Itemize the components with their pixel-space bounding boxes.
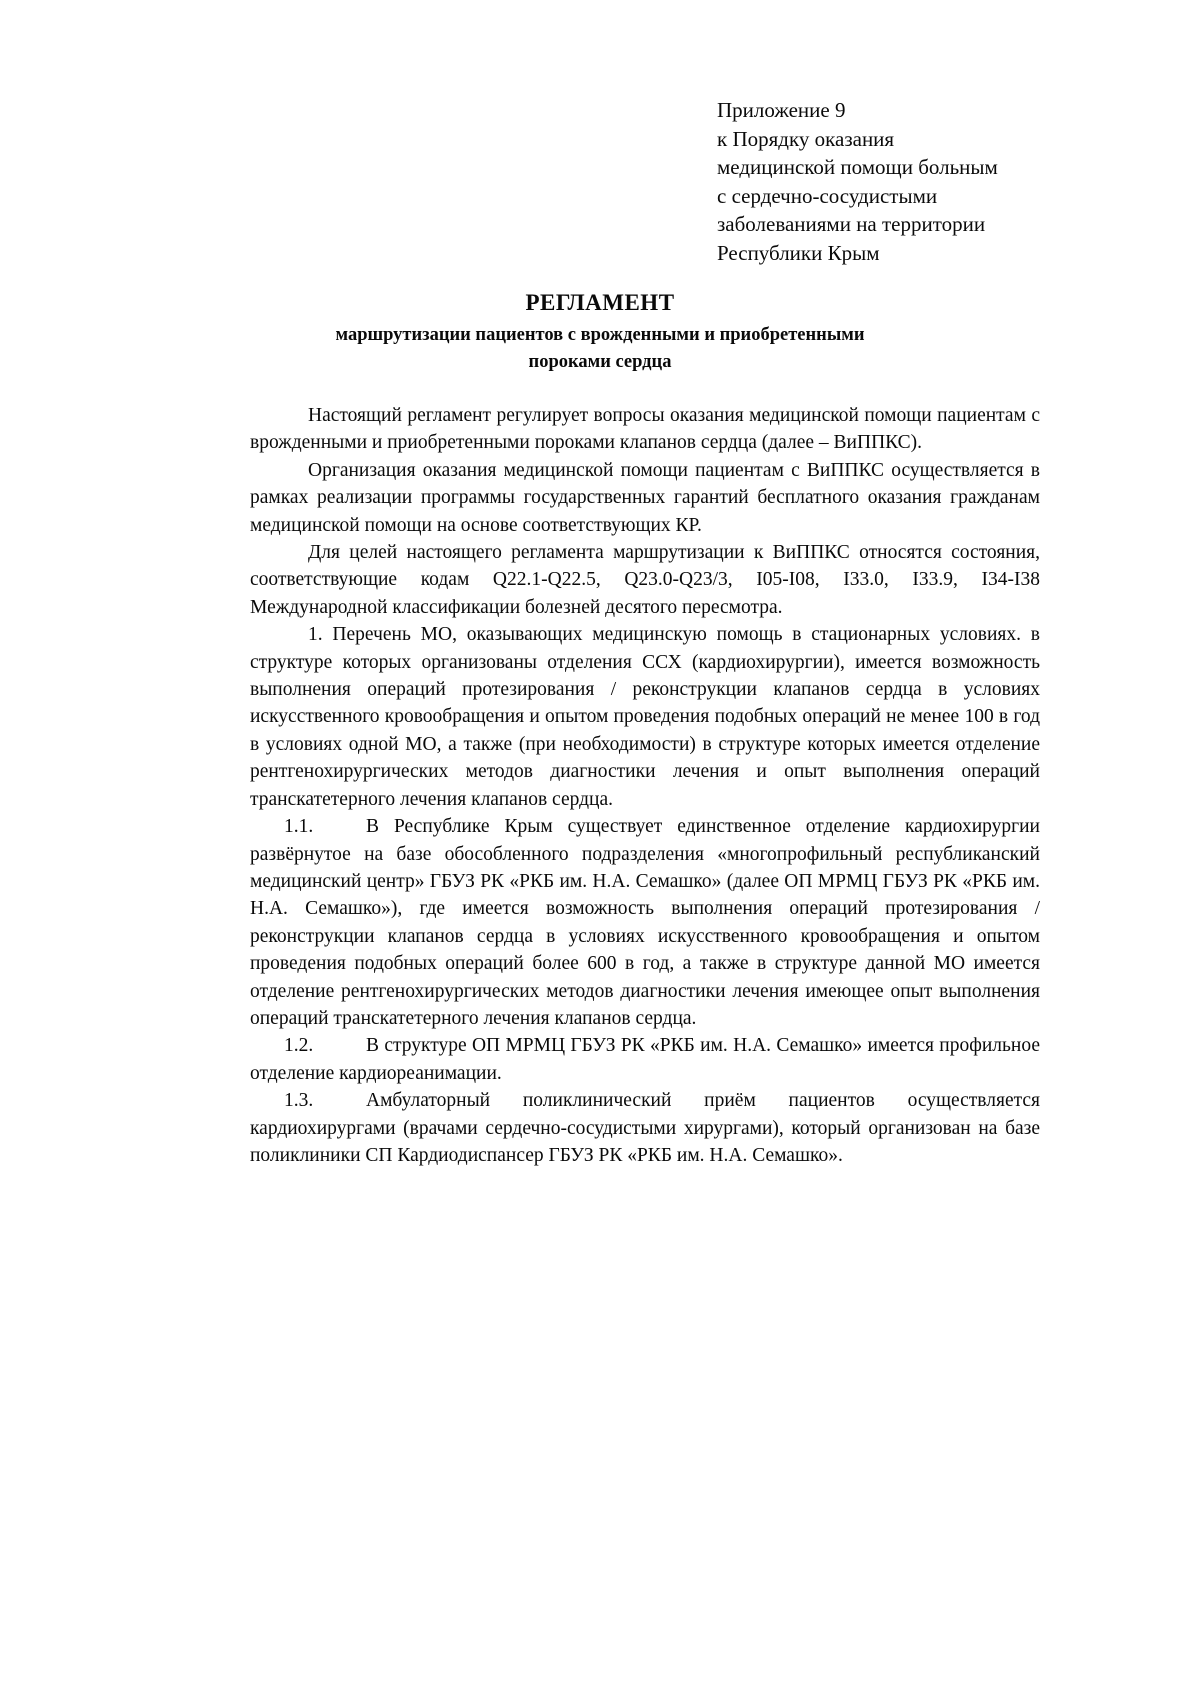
appendix-line: Приложение 9 bbox=[717, 98, 846, 122]
appendix-line: к Порядку оказания bbox=[717, 126, 895, 151]
paragraph-intro: Настоящий регламент регулирует вопросы оказания медицинской помощи пациентам с врожденными и приобретенными пороками клапанов сердца (далее – ВиППКС). bbox=[250, 405, 1040, 454]
appendix-header bbox=[717, 96, 1047, 267]
paragraph-organization: Организация оказания медицинской помощи пациентам с ВиППКС осуществляется в рамках реализации программы государственных гарантий бесплатного оказания гражданам медицинской помощи на основе соответствующих КР. bbox=[250, 459, 1040, 536]
subsection-number: 1.3. bbox=[284, 1090, 314, 1112]
subsection-1-1 bbox=[250, 813, 1040, 1032]
appendix-line: медицинской помощи больным bbox=[717, 155, 998, 179]
subsection-text: Амбулаторный поликлинический приём пациентов осуществляется кардиохирургами (врачами сердечно-сосудистыми хирургами), который организован на базе поликлиники СП Кардиодиспансер ГБУЗ РК «РКБ им. Н.А. Семашко». bbox=[250, 1090, 1040, 1166]
appendix-line: с сердечно-сосудистыми bbox=[717, 183, 938, 208]
appendix-line: заболеваниями на территории bbox=[717, 212, 986, 236]
paragraph-codes: Для целей настоящего регламента маршрутизации к ВиППКС относятся состояния, соответствующие кодам Q22.1-Q22.5, Q23.0-Q23/3, I05-I08, I33.0, I33.9, I34-I38 Международной классификации болезней десятого пересмотра. bbox=[250, 542, 1040, 618]
document-subtitle bbox=[250, 322, 950, 376]
subsection-1-3 bbox=[250, 1087, 1040, 1169]
document-body bbox=[250, 402, 1040, 1169]
subsection-number: 1.2. bbox=[284, 1035, 314, 1057]
subsection-text: В структуре ОП МРМЦ ГБУЗ РК «РКБ им. Н.А. Семашко» имеется профильное отделение кардиореанимации. bbox=[250, 1035, 1040, 1084]
subtitle-line: маршрутизации пациентов с врожденными и приобретенными bbox=[335, 325, 865, 345]
appendix-line: Республики Крым bbox=[717, 240, 880, 265]
subsection-text: В Республике Крым существует единственное отделение кардиохирургии развёрнутое на базе обособленного подразделения «многопрофильный республиканский медицинский центр» ГБУЗ РК «РКБ им. Н.А. Семашко» (далее ОП МРМЦ ГБУЗ РК «РКБ им. Н.А. Семашко»), где имеется возможность выполнения операций протезирования / реконструкции клапанов сердца в условиях искусственного кровообращения и опытом проведения подобных операций более 600 в год, а также в структуре данной МО имеется отделение рентгенохирургических методов диагностики лечения имеющее опыт выполнения операций транскатетерного лечения клапанов сердца. bbox=[250, 816, 1040, 1029]
subtitle-line: пороками сердца bbox=[528, 352, 672, 372]
paragraph-section-1: 1. Перечень МО, оказывающих медицинскую помощь в стационарных условиях. в структуре которых организованы отделения ССХ (кардиохирургии), имеется возможность выполнения операций протезирования / реконструкции клапанов сердца в условиях искусственного кровообращения и опытом проведения подобных операций не менее 100 в год в условиях одной МО, а также (при необходимости) в структуре которых имеется отделение рентгенохирургических методов диагностики лечения и опыт выполнения операций транскатетерного лечения клапанов сердца. bbox=[250, 624, 1040, 810]
document-title: РЕГЛАМЕНТ bbox=[525, 290, 675, 315]
subsection-number: 1.1. bbox=[284, 816, 314, 838]
subsection-1-2 bbox=[250, 1032, 1040, 1087]
